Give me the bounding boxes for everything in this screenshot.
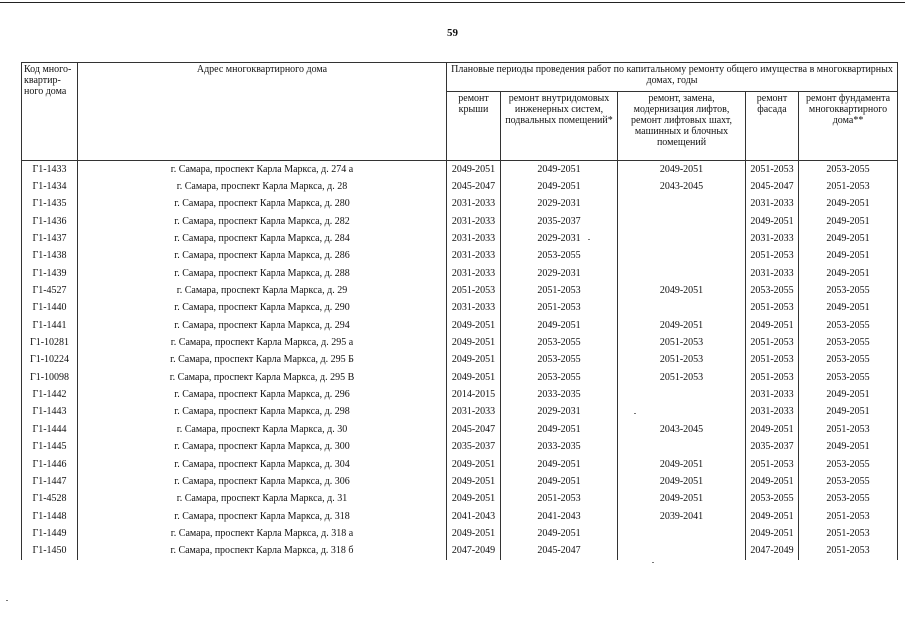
cell-address: г. Самара, проспект Карла Маркса, д. 318 б (78, 543, 447, 560)
cell-facade: 2049-2051 (746, 421, 799, 438)
page-number: 59 (447, 27, 458, 39)
table-row (22, 473, 898, 490)
cell-internal-systems: 2041-2043 (501, 508, 618, 525)
cell-facade: 2051-2053 (746, 248, 799, 265)
cell-foundation: 2053-2055 (799, 161, 898, 179)
cell-lifts: 2043-2045 (618, 421, 746, 438)
cell-internal-systems: 2033-2035 (501, 439, 618, 456)
table-row (22, 543, 898, 560)
table-row (22, 525, 898, 542)
table-row (22, 491, 898, 508)
cell-facade: 2031-2033 (746, 230, 799, 247)
cell-foundation: 2049-2051 (799, 386, 898, 403)
header-address: Адрес многоквартирного дома (78, 63, 447, 161)
cell-lifts: 2051-2053 (618, 334, 746, 351)
cell-lifts (618, 404, 746, 421)
cell-roof: 2049-2051 (447, 369, 501, 386)
scan-speck (6, 600, 8, 601)
cell-facade: 2031-2033 (746, 386, 799, 403)
cell-roof: 2045-2047 (447, 178, 501, 195)
cell-address: г. Самара, проспект Карла Маркса, д. 286 (78, 248, 447, 265)
cell-internal-systems: 2033-2035 (501, 386, 618, 403)
scan-speck (652, 562, 654, 563)
cell-address: г. Самара, проспект Карла Маркса, д. 29 (78, 282, 447, 299)
cell-internal-systems: 2049-2051 (501, 178, 618, 195)
cell-code: Г1-1434 (22, 178, 78, 195)
cell-lifts: 2049-2051 (618, 282, 746, 299)
cell-code: Г1-1450 (22, 543, 78, 560)
cell-address: г. Самара, проспект Карла Маркса, д. 318 а (78, 525, 447, 542)
cell-facade: 2051-2053 (746, 369, 799, 386)
cell-code: Г1-10098 (22, 369, 78, 386)
cell-foundation: 2053-2055 (799, 317, 898, 334)
table-row (22, 196, 898, 213)
cell-address: г. Самара, проспект Карла Маркса, д. 296 (78, 386, 447, 403)
cell-lifts: 2049-2051 (618, 456, 746, 473)
cell-facade: 2051-2053 (746, 456, 799, 473)
cell-roof: 2049-2051 (447, 525, 501, 542)
cell-foundation: 2049-2051 (799, 404, 898, 421)
cell-foundation: 2053-2055 (799, 456, 898, 473)
cell-foundation: 2049-2051 (799, 300, 898, 317)
cell-lifts (618, 196, 746, 213)
cell-lifts: 2049-2051 (618, 317, 746, 334)
table-row (22, 439, 898, 456)
cell-foundation: 2051-2053 (799, 543, 898, 560)
table-row (22, 421, 898, 438)
cell-lifts (618, 248, 746, 265)
cell-lifts (618, 543, 746, 560)
cell-address: г. Самара, проспект Карла Маркса, д. 30 (78, 421, 447, 438)
cell-lifts (618, 386, 746, 403)
cell-code: Г1-1445 (22, 439, 78, 456)
cell-code: Г1-1443 (22, 404, 78, 421)
cell-internal-systems: 2053-2055 (501, 334, 618, 351)
cell-internal-systems: 2035-2037 (501, 213, 618, 230)
cell-code: Г1-1444 (22, 421, 78, 438)
cell-facade: 2053-2055 (746, 491, 799, 508)
cell-foundation: 2051-2053 (799, 421, 898, 438)
cell-facade: 2035-2037 (746, 439, 799, 456)
cell-lifts: 2051-2053 (618, 352, 746, 369)
cell-internal-systems: 2049-2051 (501, 161, 618, 179)
cell-internal-systems: 2029-2031 (501, 230, 618, 247)
table-row (22, 213, 898, 230)
cell-foundation: 2049-2051 (799, 196, 898, 213)
cell-internal-systems: 2051-2053 (501, 300, 618, 317)
cell-code: Г1-1440 (22, 300, 78, 317)
cell-foundation: 2051-2053 (799, 178, 898, 195)
cell-roof: 2041-2043 (447, 508, 501, 525)
table-row (22, 456, 898, 473)
cell-internal-systems: 2053-2055 (501, 352, 618, 369)
cell-facade: 2045-2047 (746, 178, 799, 195)
cell-internal-systems: 2049-2051 (501, 456, 618, 473)
scan-speck (588, 239, 590, 240)
cell-code: Г1-1446 (22, 456, 78, 473)
cell-facade: 2031-2033 (746, 196, 799, 213)
cell-internal-systems: 2045-2047 (501, 543, 618, 560)
cell-foundation: 2051-2053 (799, 525, 898, 542)
cell-foundation: 2049-2051 (799, 213, 898, 230)
cell-address: г. Самара, проспект Карла Маркса, д. 300 (78, 439, 447, 456)
cell-facade: 2053-2055 (746, 282, 799, 299)
cell-internal-systems: 2049-2051 (501, 421, 618, 438)
cell-roof: 2031-2033 (447, 196, 501, 213)
table-row (22, 317, 898, 334)
cell-facade: 2031-2033 (746, 404, 799, 421)
header-internal-systems: ремонт внутридомовых инженерных систем, подвальных помещений* (501, 92, 618, 161)
cell-address: г. Самара, проспект Карла Маркса, д. 295 В (78, 369, 447, 386)
cell-address: г. Самара, проспект Карла Маркса, д. 318 (78, 508, 447, 525)
cell-address: г. Самара, проспект Карла Маркса, д. 290 (78, 300, 447, 317)
cell-foundation: 2051-2053 (799, 508, 898, 525)
cell-facade: 2051-2053 (746, 334, 799, 351)
table-row (22, 334, 898, 351)
cell-roof: 2031-2033 (447, 300, 501, 317)
cell-internal-systems: 2029-2031 (501, 404, 618, 421)
cell-facade: 2051-2053 (746, 352, 799, 369)
cell-code: Г1-1447 (22, 473, 78, 490)
cell-facade: 2047-2049 (746, 543, 799, 560)
cell-address: г. Самара, проспект Карла Маркса, д. 294 (78, 317, 447, 334)
cell-roof: 2051-2053 (447, 282, 501, 299)
table-row (22, 352, 898, 369)
cell-roof: 2035-2037 (447, 439, 501, 456)
cell-code: Г1-1448 (22, 508, 78, 525)
cell-lifts (618, 439, 746, 456)
cell-address: г. Самара, проспект Карла Маркса, д. 280 (78, 196, 447, 213)
cell-address: г. Самара, проспект Карла Маркса, д. 295 а (78, 334, 447, 351)
cell-roof: 2049-2051 (447, 317, 501, 334)
cell-roof: 2031-2033 (447, 213, 501, 230)
cell-address: г. Самара, проспект Карла Маркса, д. 304 (78, 456, 447, 473)
cell-code: Г1-1437 (22, 230, 78, 247)
cell-roof: 2045-2047 (447, 421, 501, 438)
cell-internal-systems: 2029-2031 (501, 265, 618, 282)
cell-code: Г1-10224 (22, 352, 78, 369)
cell-facade: 2051-2053 (746, 161, 799, 179)
table-row (22, 404, 898, 421)
cell-foundation: 2053-2055 (799, 473, 898, 490)
cell-code: Г1-1449 (22, 525, 78, 542)
cell-facade: 2049-2051 (746, 213, 799, 230)
table-row (22, 230, 898, 247)
cell-internal-systems: 2053-2055 (501, 369, 618, 386)
table-row (22, 300, 898, 317)
cell-foundation: 2049-2051 (799, 439, 898, 456)
cell-foundation: 2053-2055 (799, 491, 898, 508)
top-rule (0, 2, 905, 3)
cell-code: Г1-1436 (22, 213, 78, 230)
cell-roof: 2049-2051 (447, 473, 501, 490)
cell-address: г. Самара, проспект Карла Маркса, д. 31 (78, 491, 447, 508)
cell-internal-systems: 2049-2051 (501, 525, 618, 542)
cell-address: г. Самара, проспект Карла Маркса, д. 306 (78, 473, 447, 490)
header-facade: ремонт фасада (746, 92, 799, 161)
table-row (22, 282, 898, 299)
cell-address: г. Самара, проспект Карла Маркса, д. 295 Б (78, 352, 447, 369)
cell-address: г. Самара, проспект Карла Маркса, д. 298 (78, 404, 447, 421)
cell-code: Г1-10281 (22, 334, 78, 351)
cell-code: Г1-1439 (22, 265, 78, 282)
table-row (22, 178, 898, 195)
cell-lifts: 2051-2053 (618, 369, 746, 386)
table-row (22, 369, 898, 386)
cell-internal-systems: 2051-2053 (501, 282, 618, 299)
cell-roof: 2049-2051 (447, 491, 501, 508)
cell-lifts: 2049-2051 (618, 161, 746, 179)
cell-roof: 2031-2033 (447, 404, 501, 421)
cell-roof: 2014-2015 (447, 386, 501, 403)
table-row (22, 161, 898, 179)
cell-internal-systems: 2053-2055 (501, 248, 618, 265)
cell-roof: 2049-2051 (447, 161, 501, 179)
cell-lifts (618, 525, 746, 542)
header-code: Код много-квартир-ного дома (22, 63, 78, 161)
table-header (22, 63, 898, 161)
cell-lifts: 2039-2041 (618, 508, 746, 525)
table-body (22, 161, 898, 560)
cell-code: Г1-1442 (22, 386, 78, 403)
cell-lifts (618, 230, 746, 247)
header-lifts: ремонт, замена, модернизация лифтов, ремонт лифтовых шахт, машинных и блочных помещений (618, 92, 746, 161)
cell-foundation: 2053-2055 (799, 334, 898, 351)
table-row (22, 386, 898, 403)
table-row (22, 248, 898, 265)
cell-code: Г1-4527 (22, 282, 78, 299)
cell-facade: 2049-2051 (746, 508, 799, 525)
cell-lifts: 2049-2051 (618, 491, 746, 508)
cell-roof: 2049-2051 (447, 456, 501, 473)
scan-speck (634, 413, 636, 414)
cell-lifts: 2043-2045 (618, 178, 746, 195)
header-foundation: ремонт фундамента многоквартирного дома** (799, 92, 898, 161)
cell-roof: 2047-2049 (447, 543, 501, 560)
cell-roof: 2031-2033 (447, 265, 501, 282)
table-row (22, 508, 898, 525)
header-roof: ремонт крыши (447, 92, 501, 161)
cell-address: г. Самара, проспект Карла Маркса, д. 288 (78, 265, 447, 282)
cell-code: Г1-1435 (22, 196, 78, 213)
cell-roof: 2049-2051 (447, 334, 501, 351)
table-row (22, 265, 898, 282)
cell-foundation: 2053-2055 (799, 369, 898, 386)
cell-internal-systems: 2049-2051 (501, 473, 618, 490)
cell-internal-systems: 2049-2051 (501, 317, 618, 334)
cell-foundation: 2053-2055 (799, 352, 898, 369)
cell-foundation: 2049-2051 (799, 248, 898, 265)
cell-roof: 2049-2051 (447, 352, 501, 369)
cell-facade: 2049-2051 (746, 525, 799, 542)
cell-foundation: 2049-2051 (799, 265, 898, 282)
cell-internal-systems: 2029-2031 (501, 196, 618, 213)
cell-address: г. Самара, проспект Карла Маркса, д. 28 (78, 178, 447, 195)
cell-lifts (618, 300, 746, 317)
capital-repair-table (21, 62, 898, 560)
cell-facade: 2049-2051 (746, 473, 799, 490)
cell-code: Г1-1441 (22, 317, 78, 334)
cell-code: Г1-1433 (22, 161, 78, 179)
cell-lifts (618, 265, 746, 282)
cell-facade: 2031-2033 (746, 265, 799, 282)
cell-lifts: 2049-2051 (618, 473, 746, 490)
cell-facade: 2049-2051 (746, 317, 799, 334)
cell-foundation: 2053-2055 (799, 282, 898, 299)
cell-internal-systems: 2051-2053 (501, 491, 618, 508)
cell-roof: 2031-2033 (447, 248, 501, 265)
cell-roof: 2031-2033 (447, 230, 501, 247)
cell-address: г. Самара, проспект Карла Маркса, д. 274 а (78, 161, 447, 179)
cell-foundation: 2049-2051 (799, 230, 898, 247)
cell-facade: 2051-2053 (746, 300, 799, 317)
cell-code: Г1-4528 (22, 491, 78, 508)
cell-code: Г1-1438 (22, 248, 78, 265)
cell-address: г. Самара, проспект Карла Маркса, д. 282 (78, 213, 447, 230)
header-periods-group: Плановые периоды проведения работ по капитальному ремонту общего имущества в многоквартирных домах, годы (447, 63, 898, 92)
cell-address: г. Самара, проспект Карла Маркса, д. 284 (78, 230, 447, 247)
cell-lifts (618, 213, 746, 230)
